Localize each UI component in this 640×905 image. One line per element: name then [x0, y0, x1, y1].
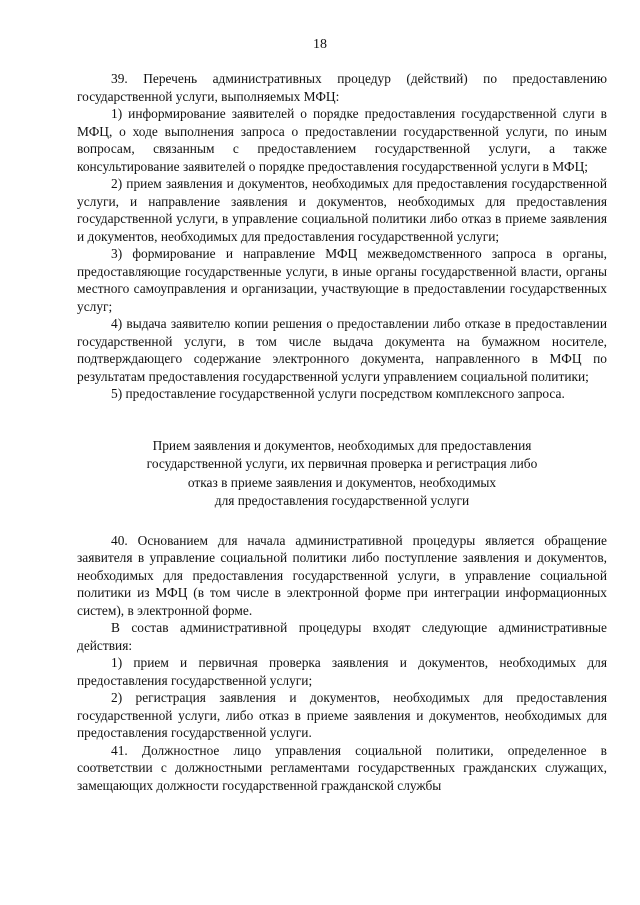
section-40-item-1: 1) прием и первичная проверка заявления и документов, необходимых для предоставления государственной услуги; [77, 655, 607, 688]
section-heading-line: для предоставления государственной услуги [214, 493, 470, 508]
section-39-item-5: 5) предоставление государственной услуги посредством комплексного запроса. [111, 386, 565, 401]
section-heading-line: Прием заявления и документов, необходимых для предоставления [152, 437, 532, 453]
section-heading-line: государственной услуги, их первичная проверка и регистрация либо [146, 456, 538, 471]
section-heading [117, 437, 567, 511]
section-heading-line: отказ в приеме заявления и документов, необходимых [187, 474, 497, 490]
section-40-item-2: 2) регистрация заявления и документов, необходимых для предоставления государственной услуги, либо отказ в приеме заявления и документов, необходимых для предоставления государственной услуги. [77, 690, 607, 740]
section-39-item-4: 4) выдача заявителю копии решения о предоставлении либо отказе в предоставлении государственной услуги, в том числе выдача документа на бумажном носителе, подтверждающего содержание электронного документа, направленного в МФЦ по результатам предоставления государственной услуги управлением социальной политики; [77, 316, 607, 384]
section-39-item-2: 2) прием заявления и документов, необходимых для предоставления государственной услуги, и направление заявления и документов, необходимых для предоставления государственной услуги, в управление социальной политики либо отказ в приеме заявления и документов, необходимых для предоставления государственной услуги; [77, 176, 607, 244]
section-39-item-1: 1) информирование заявителей о порядке предоставления государственной слуги в МФЦ, о ходе выполнения запроса о предоставлении государственной услуги, по иным вопросам, связанным с предоставлением государственной услуги, а также консультирование заявителей о порядке предоставления государственной услуги в МФЦ; [77, 106, 607, 174]
section-40-composition: В состав административной процедуры входят следующие административные действия: [77, 620, 607, 653]
page-number: 18 [313, 37, 327, 52]
section-40-text: 40. Основанием для начала административной процедуры является обращение заявителя в управление социальной политики либо поступление заявления и документов, необходимых для предоставления государственной услуги, в управление социальной политики из МФЦ (в том числе в электронной форме при интеграции информационных систем), в электронной форме. [77, 532, 607, 618]
section-41-text: 41. Должностное лицо управления социальной политики, определенное в соответствии с должностными регламентами государственных гражданских служащих, замещающих должности государственной гражданской службы [77, 742, 607, 793]
page-content [77, 70, 607, 794]
section-39-item-3: 3) формирование и направление МФЦ межведомственного запроса в органы, предоставляющие государственные услуги, в иные органы государственной власти, органы местного самоуправления и организации, участвующие в предоставлении государственных услуг; [77, 246, 607, 314]
section-39-intro: 39. Перечень административных процедур (действий) по предоставлению государственной услуги, выполняемых МФЦ: [77, 71, 607, 104]
